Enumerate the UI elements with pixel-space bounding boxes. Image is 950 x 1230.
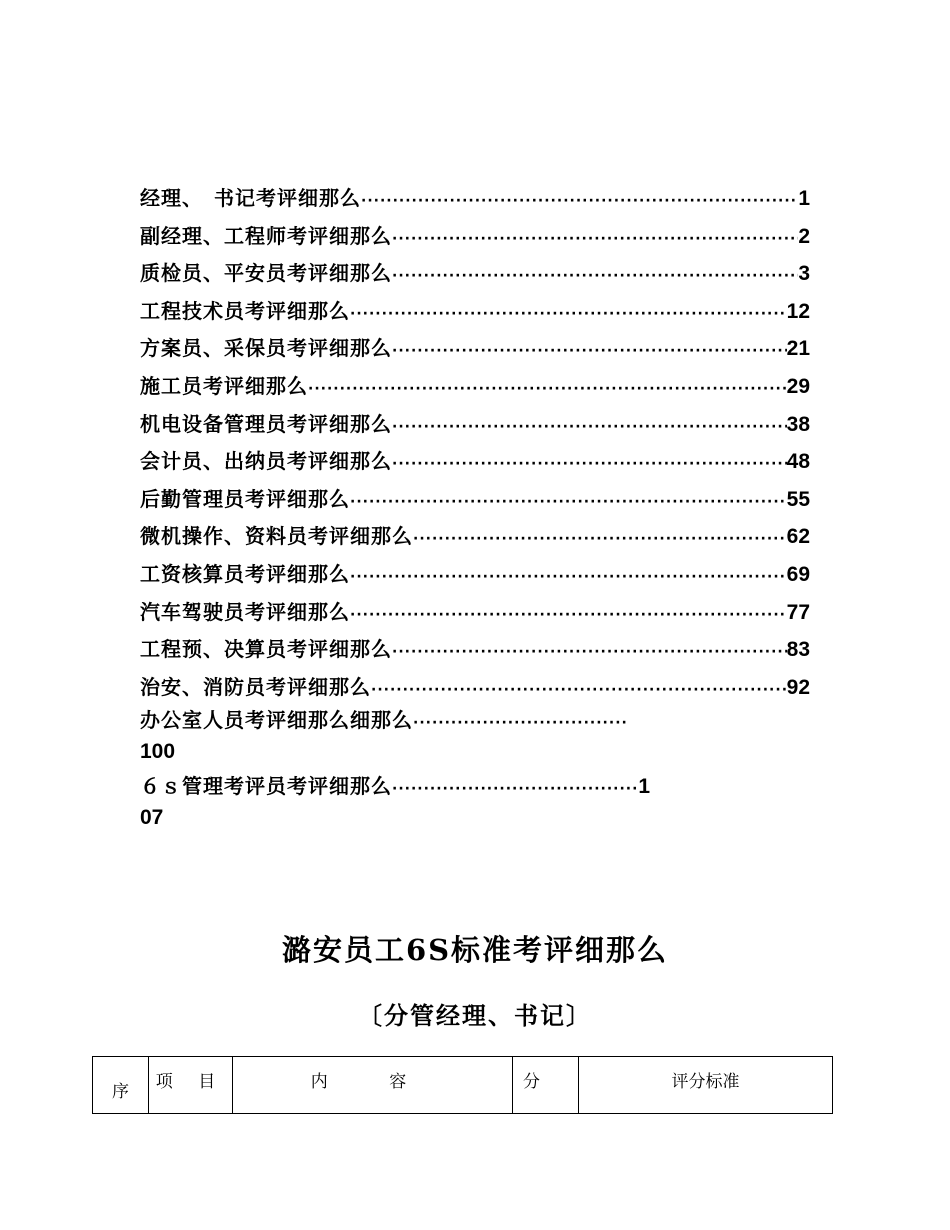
toc-page-number: 2 (798, 224, 810, 248)
header-score: 分 (513, 1057, 579, 1114)
toc-leader-dots (371, 672, 787, 710)
toc-leader-dots: ·································· (413, 715, 628, 732)
toc-leader-dots: ······································· (392, 781, 639, 798)
toc-entry[interactable] (140, 556, 810, 594)
toc-entry-label: 副经理、工程师考评细那么 (140, 223, 392, 248)
page-title: 潞安员工6S标准考评细那么 (281, 933, 669, 967)
toc-page-number: 3 (798, 262, 810, 286)
toc-entry[interactable] (140, 368, 810, 406)
toc-entry-label: 后勤管理员考评细那么 (140, 486, 350, 511)
toc-entry-label: 微机操作、资料员考评细那么 (140, 524, 413, 549)
toc-entry[interactable] (140, 180, 810, 218)
toc-leader-dots (350, 296, 787, 334)
toc-entry[interactable] (140, 631, 810, 669)
toc-leader-dots (392, 409, 787, 447)
toc-page-number: 48 (786, 450, 810, 474)
table-header-row (93, 1057, 833, 1114)
toc-leader-dots (413, 521, 787, 559)
toc-page-number: 12 (786, 299, 810, 323)
toc-entry[interactable] (140, 406, 810, 444)
toc-entry-label: 质检员、平安员考评细那么 (140, 261, 392, 286)
header-index: 序 (93, 1057, 149, 1114)
toc-leader-dots (350, 559, 787, 597)
toc-entry-label: 会计员、出纳员考评细那么 (140, 449, 392, 474)
toc-page-number: 55 (786, 487, 810, 511)
header-scoring-standard: 评分标准 (579, 1057, 833, 1114)
toc-entry-label: 方案员、采保员考评细那么 (140, 336, 392, 361)
page-subtitle: 〔分管经理、书记〕 (358, 1001, 592, 1030)
toc-entry-label: 办公室人员考评细那么细那么 (140, 708, 413, 733)
toc-entry-label: 工程技术员考评细那么 (140, 298, 350, 323)
toc-entry-label: 汽车驾驶员考评细那么 (140, 599, 350, 624)
toc-entry[interactable] (140, 481, 810, 519)
toc-entry[interactable] (140, 669, 810, 707)
table-of-contents (140, 180, 810, 838)
toc-entry[interactable] (140, 706, 810, 772)
toc-entry-label: 治安、消防员考评细那么 (140, 674, 371, 699)
toc-leader-dots (392, 634, 787, 672)
toc-page-number: 69 (786, 562, 810, 586)
toc-entry-label: 机电设备管理员考评细那么 (140, 411, 392, 436)
toc-page-number: 29 (786, 374, 810, 398)
toc-leader-dots (350, 597, 787, 635)
toc-leader-dots (361, 183, 798, 221)
toc-entry-label: 工程预、决算员考评细那么 (140, 637, 392, 662)
toc-entry[interactable] (140, 772, 810, 838)
toc-page-number: 62 (786, 525, 810, 549)
toc-page-number: 100 (140, 740, 176, 764)
toc-entry[interactable] (140, 293, 810, 331)
header-content: 内 容 (233, 1057, 513, 1114)
toc-entry-label: ６ｓ管理考评员考评细那么 (140, 774, 392, 799)
toc-entry-label: 经理、 书记考评细那么 (140, 186, 361, 210)
toc-page-number: 92 (786, 675, 810, 699)
toc-leader-dots (392, 258, 798, 296)
toc-entry[interactable] (140, 594, 810, 632)
toc-leader-dots (392, 333, 787, 371)
criteria-table (92, 1056, 833, 1114)
toc-entry[interactable] (140, 518, 810, 556)
toc-leader-dots (350, 484, 787, 522)
toc-page-number: 38 (786, 412, 810, 436)
toc-entry-label: 工资核算员考评细那么 (140, 561, 350, 586)
toc-page-number: 1 07 (140, 775, 651, 830)
toc-entry[interactable] (140, 330, 810, 368)
toc-page-number: 83 (786, 638, 810, 662)
header-item: 项 目 (149, 1057, 233, 1114)
toc-page-number: 77 (786, 600, 810, 624)
toc-leader-dots (308, 371, 787, 409)
toc-page-number: 1 (798, 187, 810, 210)
toc-entry[interactable] (140, 255, 810, 293)
toc-page-number: 21 (786, 337, 810, 361)
toc-leader-dots (392, 221, 798, 259)
toc-entry-label: 施工员考评细那么 (140, 373, 308, 398)
toc-entry[interactable] (140, 218, 810, 256)
toc-leader-dots (392, 446, 787, 484)
toc-entry[interactable] (140, 443, 810, 481)
